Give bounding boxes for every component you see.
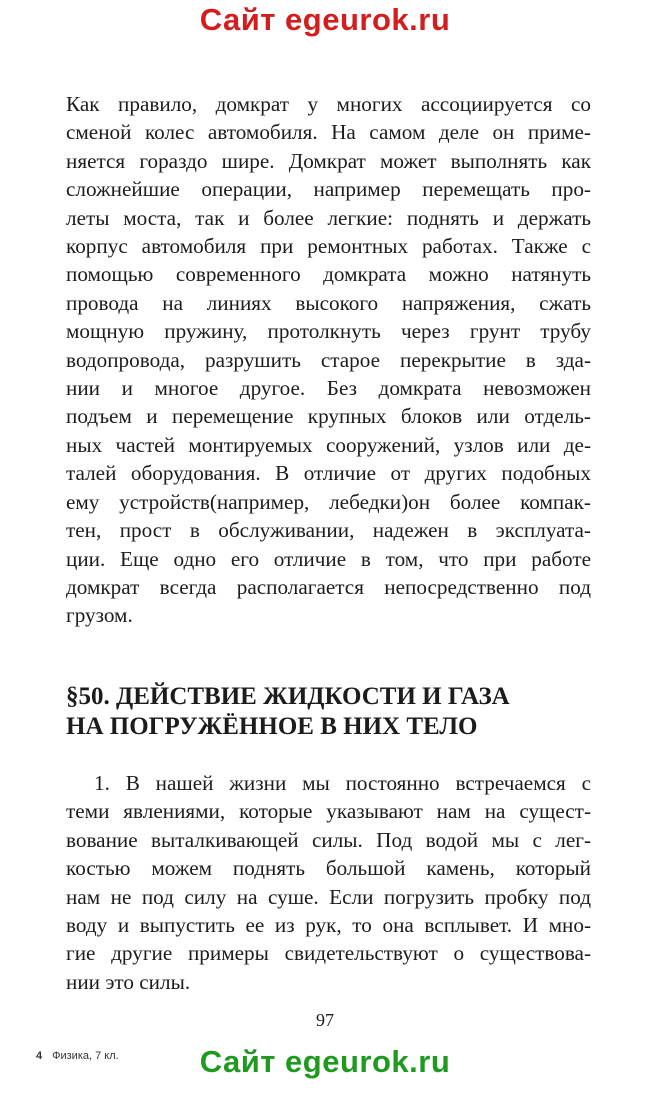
- text-line: помощью современного домкрата можно натянуть: [66, 262, 591, 287]
- text-line: водопровода, разрушить старое перекрытие в зда-: [66, 347, 591, 372]
- text-line: провода на линиях высокого напряжения, сжать: [66, 290, 591, 315]
- text-line: леты моста, так и более легкие: поднять и держать: [66, 205, 591, 230]
- text-line: мощную пружину, протолкнуть через грунт трубу: [66, 319, 591, 344]
- text-line: подъем и перемещение крупных блоков или отдель-: [66, 404, 591, 429]
- signature-text: Физика, 7 кл.: [52, 1050, 119, 1062]
- text-line: Как правило, домкрат у многих ассоциируется со: [66, 92, 591, 116]
- site-watermark-bottom: Сайт egeurok.ru: [199, 1044, 451, 1079]
- text-line: тен, прост в обслуживании, надежен в эксплуата-: [66, 518, 591, 543]
- site-watermark-top: Сайт egeurok.ru: [199, 2, 451, 37]
- text-line: воду и выпустить ее из рук, то она всплывет. И мно-: [66, 913, 591, 938]
- text-line: сменой колес автомобиля. На самом деле он приме-: [66, 120, 591, 145]
- text-line: костью можем поднять большой камень, который: [66, 856, 591, 881]
- text-line: ему устройств(например, лебедки)он более компак-: [66, 489, 591, 514]
- text-line: грузом.: [66, 603, 133, 628]
- text-line: нии это силы.: [66, 969, 191, 994]
- text-line: ных частей монтируемых сооружений, узлов или де-: [66, 432, 591, 457]
- text-line: нии и многое другое. Без домкрата невозможен: [66, 376, 591, 401]
- body-paragraph-buoyancy: [66, 769, 591, 996]
- text-line: няется гораздо шире. Домкрат может выполнять как: [66, 148, 591, 173]
- page-number: 97: [316, 1010, 334, 1030]
- text-line: сложнейшие операции, например перемещать про-: [66, 177, 591, 202]
- text-line: 1. В нашей жизни мы постоянно встречаемся с: [94, 771, 591, 795]
- signature-number: 4: [36, 1050, 43, 1062]
- text-line: домкрат всегда располагается непосредственно под: [66, 574, 591, 599]
- text-line: теми явлениями, которые указывают нам на сущест-: [66, 799, 591, 824]
- section-heading: [66, 682, 591, 742]
- heading-line: НА ПОГРУЖЁННОЕ В НИХ ТЕЛО: [66, 713, 478, 740]
- text-line: талей оборудования. В отличие от других подобных: [66, 461, 591, 486]
- text-line: гие другие примеры свидетельствуют о существова-: [66, 941, 591, 966]
- text-line: ции. Еще одно его отличие в том, что при работе: [66, 546, 591, 571]
- body-paragraph-jack: [66, 90, 591, 630]
- text-line: вование выталкивающей силы. Под водой мы с лег-: [66, 827, 591, 852]
- text-line: нам не под силу на суше. Если погрузить пробку под: [66, 884, 591, 909]
- text-line: корпус автомобиля при ремонтных работах. Также с: [66, 234, 591, 259]
- heading-line: §50. ДЕЙСТВИЕ ЖИДКОСТИ И ГАЗА: [66, 683, 510, 710]
